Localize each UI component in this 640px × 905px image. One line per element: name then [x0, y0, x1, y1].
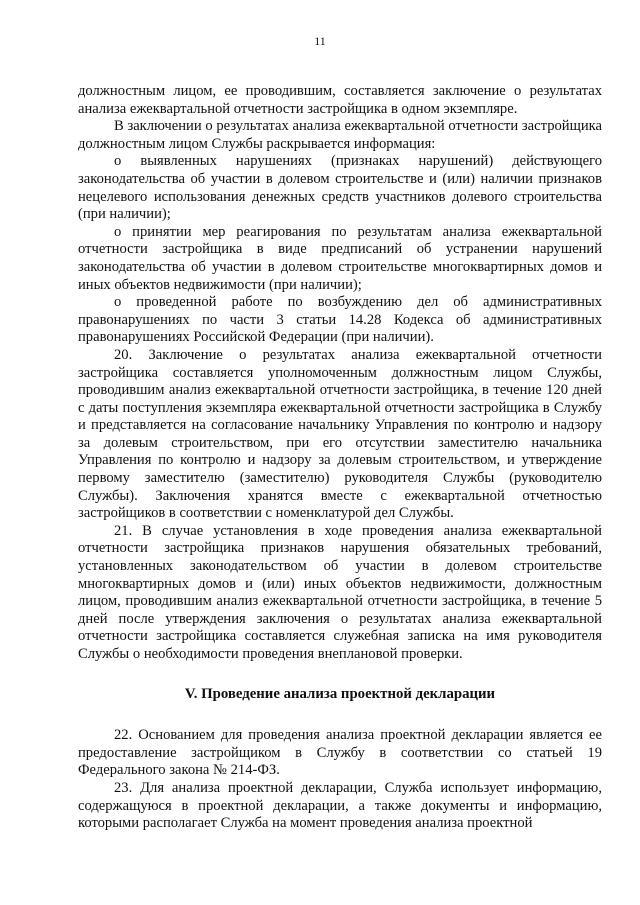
paragraph-administrative-cases: о проведенной работе по возбуждению дел об административных правонарушениях по части 3 статьи 14.28 Кодекса об административных правонарушениях Российской Федерации (при наличии). — [78, 294, 602, 346]
paragraph-conclusion-info: В заключении о результатах анализа ежеквартальной отчетности застройщика должностным лицом Службы раскрывается информация: — [78, 118, 602, 152]
paragraph-item-23: 23. Для анализа проектной декларации, Служба использует информацию, содержащуюся в проектной декларации, а также документы и информацию, которыми располагает Служба на момент проведения анализа проектной — [78, 779, 602, 832]
paragraph-item-21: 21. В случае установления в ходе проведения анализа ежеквартальной отчетности застройщика признаков нарушения обязательных требований, установленных законодательством об участии в долевом строительстве многоквартирных домов и (или) иных объектов недвижимости, должностным лицом, проводившим анализ ежеквартальной отчетности застройщика, в течение 5 дней после утверждения заключения о результатах анализа ежеквартальной отчетности застройщика составляется служебная записка на имя руководителя Службы о необходимости проведения внеплановой проверки. — [78, 522, 602, 662]
paragraph-item-20: 20. Заключение о результатах анализа ежеквартальной отчетности застройщика составляется уполномоченным должностным лицом Службы, проводившим анализ ежеквартальной отчетности застройщика, в течение 120 дней с даты поступления экземпляра ежеквартальной отчетности застройщика в Службу и представляется на согласование начальнику Управления по контролю и надзору за долевым строительством, при его отсутствии заместителю начальника Управления по контролю и надзору за долевым строительством, и утверждение первому заместителю (заместителю) руководителя Службы (руководителю Службы). Заключения хранятся вместе с ежеквартальной отчетностью застройщиков в соответствии с номенклатурой дел Службы. — [78, 346, 602, 522]
paragraph-continuation: должностным лицом, ее проводившим, составляется заключение о результатах анализа ежеквартальной отчетности застройщика в одном экземпляре. — [78, 83, 602, 117]
paragraph-violations: о выявленных нарушениях (признаках нарушений) действующего законодательства об участии в долевом строительстве и (или) наличии признаков нецелевого использования денежных средств участников долевого строительства (при наличии); — [78, 153, 602, 223]
paragraph-item-22: 22. Основанием для проведения анализа проектной декларации является ее предоставление застройщиком в Службу в соответствии со статьей 19 Федерального закона № 214-ФЗ. — [78, 727, 602, 779]
section-heading: V. Проведение анализа проектной декларации — [184, 685, 496, 702]
paragraph-response-measures: о принятии мер реагирования по результатам анализа ежеквартальной отчетности застройщика в виде предписаний об устранении нарушений законодательства об участии в долевом строительстве многоквартирных домов и иных объектов недвижимости (при наличии); — [78, 223, 602, 293]
page-number: 11 — [314, 34, 326, 48]
document-body — [78, 83, 602, 833]
